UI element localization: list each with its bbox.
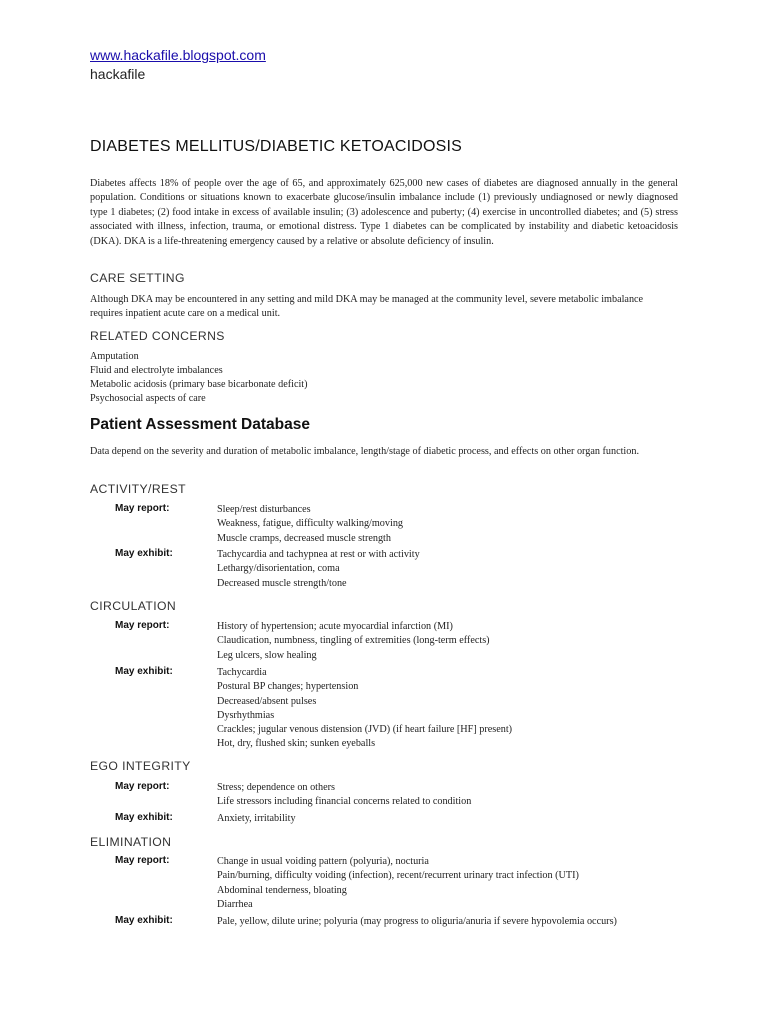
may-exhibit-label: May exhibit: <box>115 812 173 823</box>
list-item: Stress; dependence on others <box>217 782 335 793</box>
report-list <box>217 503 677 546</box>
report-list <box>217 855 677 912</box>
list-item: Pain/burning, difficulty voiding (infection), recent/recurrent urinary tract infection (UTI) <box>217 870 579 882</box>
report-list <box>217 781 677 810</box>
list-item: Abdominal tenderness, bloating <box>217 884 347 896</box>
document-title: DIABETES MELLITUS/DIABETIC KETOACIDOSIS <box>90 138 463 155</box>
list-item: Tachycardia <box>217 667 267 678</box>
list-item: Sleep/rest disturbances <box>217 504 311 515</box>
list-item: Leg ulcers, slow healing <box>217 649 317 661</box>
section-heading-elimination: ELIMINATION <box>90 835 172 849</box>
section-heading-activity-rest: ACTIVITY/REST <box>90 482 186 496</box>
exhibit-list <box>217 915 677 929</box>
list-item: Decreased muscle strength/tone <box>217 577 347 589</box>
list-item: Claudication, numbness, tingling of extremities (long-term effects) <box>217 635 490 647</box>
list-item: Tachycardia and tachypnea at rest or with activity <box>217 549 420 560</box>
assessment-heading: Patient Assessment Database <box>90 416 310 433</box>
may-exhibit-label: May exhibit: <box>115 915 173 926</box>
related-concerns-heading: RELATED CONCERNS <box>90 329 225 343</box>
list-item: Metabolic acidosis (primary base bicarbonate deficit) <box>90 379 308 390</box>
may-exhibit-label: May exhibit: <box>115 548 173 559</box>
may-report-label: May report: <box>115 781 170 792</box>
list-item: Anxiety, irritability <box>217 813 296 824</box>
exhibit-list <box>217 548 677 591</box>
site-name: hackafile <box>90 66 146 82</box>
may-report-label: May report: <box>115 620 170 631</box>
may-exhibit-label: May exhibit: <box>115 666 173 677</box>
list-item: Fluid and electrolyte imbalances <box>90 365 223 376</box>
list-item: Weakness, fatigue, difficulty walking/moving <box>217 518 404 530</box>
intro-paragraph: Diabetes affects 18% of people over the age of 65, and approximately 625,000 new cases of diabetes are diagnosed annually in the general population. Conditions or situations known to exacerbate glucose/insulin imbalance include (1) previously undiagnosed or newly diagnosed type 1 diabetes; (2) food intake in excess of available insulin; (3) adolescence and puberty; (4) exercise in uncontrolled diabetes; and (5) stress associated with illness, infection, trauma, or emotional distress. Type 1 diabetes can be complicated by instability and diabetic ketoacidosis (DKA). DKA is a life-threatening emergency caused by a relative or absolute deficiency of insulin. <box>90 178 678 247</box>
list-item: Crackles; jugular venous distension (JVD) (if heart failure [HF] present) <box>217 724 513 736</box>
list-item: Muscle cramps, decreased muscle strength <box>217 532 391 544</box>
list-item: Amputation <box>90 351 139 362</box>
exhibit-list <box>217 812 677 826</box>
care-setting-heading: CARE SETTING <box>90 271 185 285</box>
may-report-label: May report: <box>115 503 170 514</box>
list-item: Postural BP changes; hypertension <box>217 681 359 693</box>
list-item: Lethargy/disorientation, coma <box>217 563 340 575</box>
exhibit-list <box>217 666 677 752</box>
list-item: Life stressors including financial concerns related to condition <box>217 796 472 808</box>
site-url-link[interactable]: www.hackafile.blogspot.com <box>90 47 266 63</box>
assessment-text: Data depend on the severity and duration of metabolic imbalance, length/stage of diabetic process, and effects on other organ function. <box>90 446 639 457</box>
section-heading-circulation: CIRCULATION <box>90 599 177 613</box>
report-list <box>217 620 677 663</box>
may-report-label: May report: <box>115 855 170 866</box>
list-item: Pale, yellow, dilute urine; polyuria (may progress to oliguria/anuria if severe hypovolemia occurs) <box>217 916 617 927</box>
list-item: Hot, dry, flushed skin; sunken eyeballs <box>217 738 376 750</box>
list-item: Diarrhea <box>217 898 253 910</box>
section-heading-ego-integrity: EGO INTEGRITY <box>90 759 191 773</box>
list-item: History of hypertension; acute myocardial infarction (MI) <box>217 621 453 632</box>
list-item: Change in usual voiding pattern (polyuria), nocturia <box>217 856 429 867</box>
list-item: Dysrhythmias <box>217 709 275 721</box>
related-concerns-list <box>90 350 308 406</box>
list-item: Decreased/absent pulses <box>217 695 317 707</box>
list-item: Psychosocial aspects of care <box>90 393 206 404</box>
care-setting-text: Although DKA may be encountered in any setting and mild DKA may be managed at the community level, severe metabolic imbalance requires inpatient acute care on a medical unit. <box>90 294 644 320</box>
